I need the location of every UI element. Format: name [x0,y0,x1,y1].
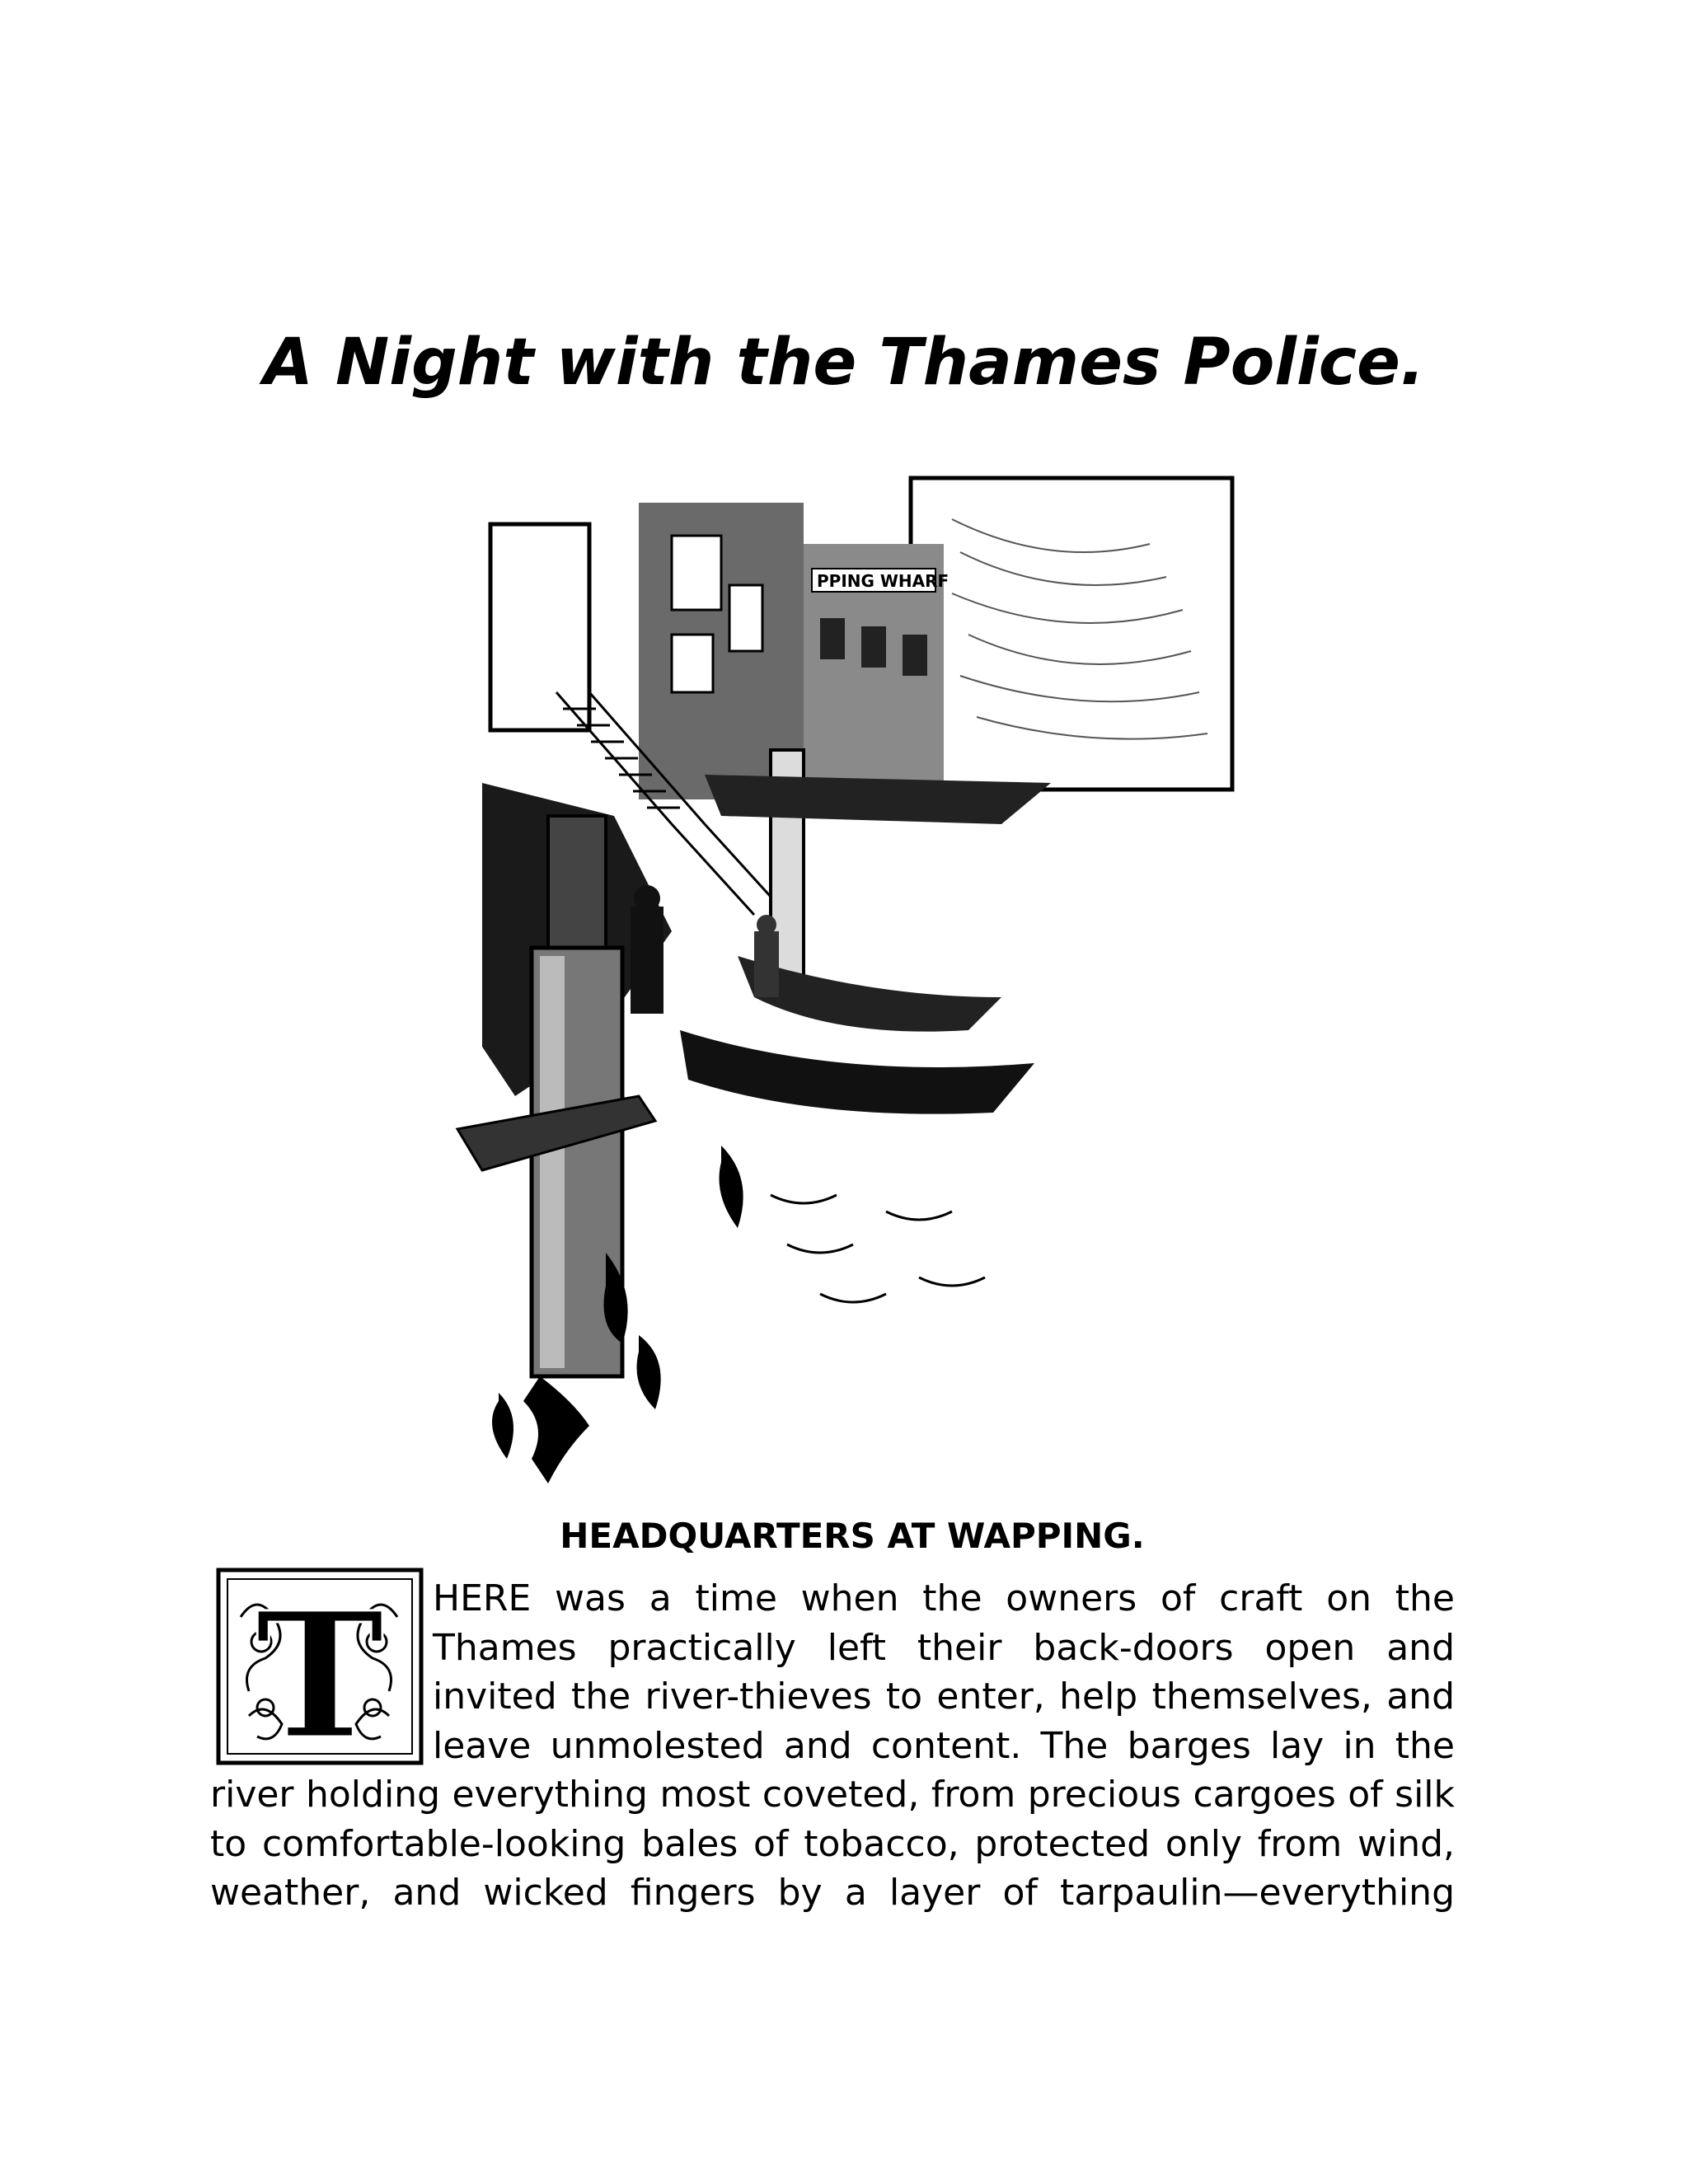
wharf-sign: PPING WHARF [817,571,950,591]
illustration-caption: HEADQUARTERS AT WAPPING. [560,1516,1145,1556]
body-text: HERE was a time when the owners of craft on the Thames practically left their back-doors open and invited the river-thieves to enter, help themselves, and leave unmolested and content. The barges lay in the river holding everything most coveted, from precious cargoes of silk to comfortable-looking bales of tobacco, protected only from wind, weather, and wicked fingers by a layer of tarpaulin—everything [210,1577,1455,1914]
body-paragraph [210,1574,1455,1918]
wapping-headquarters-illustration [424,470,1249,1508]
page-title: A Night with the Thames Police. [263,326,1425,400]
drop-cap-letter: T [255,1574,385,1765]
